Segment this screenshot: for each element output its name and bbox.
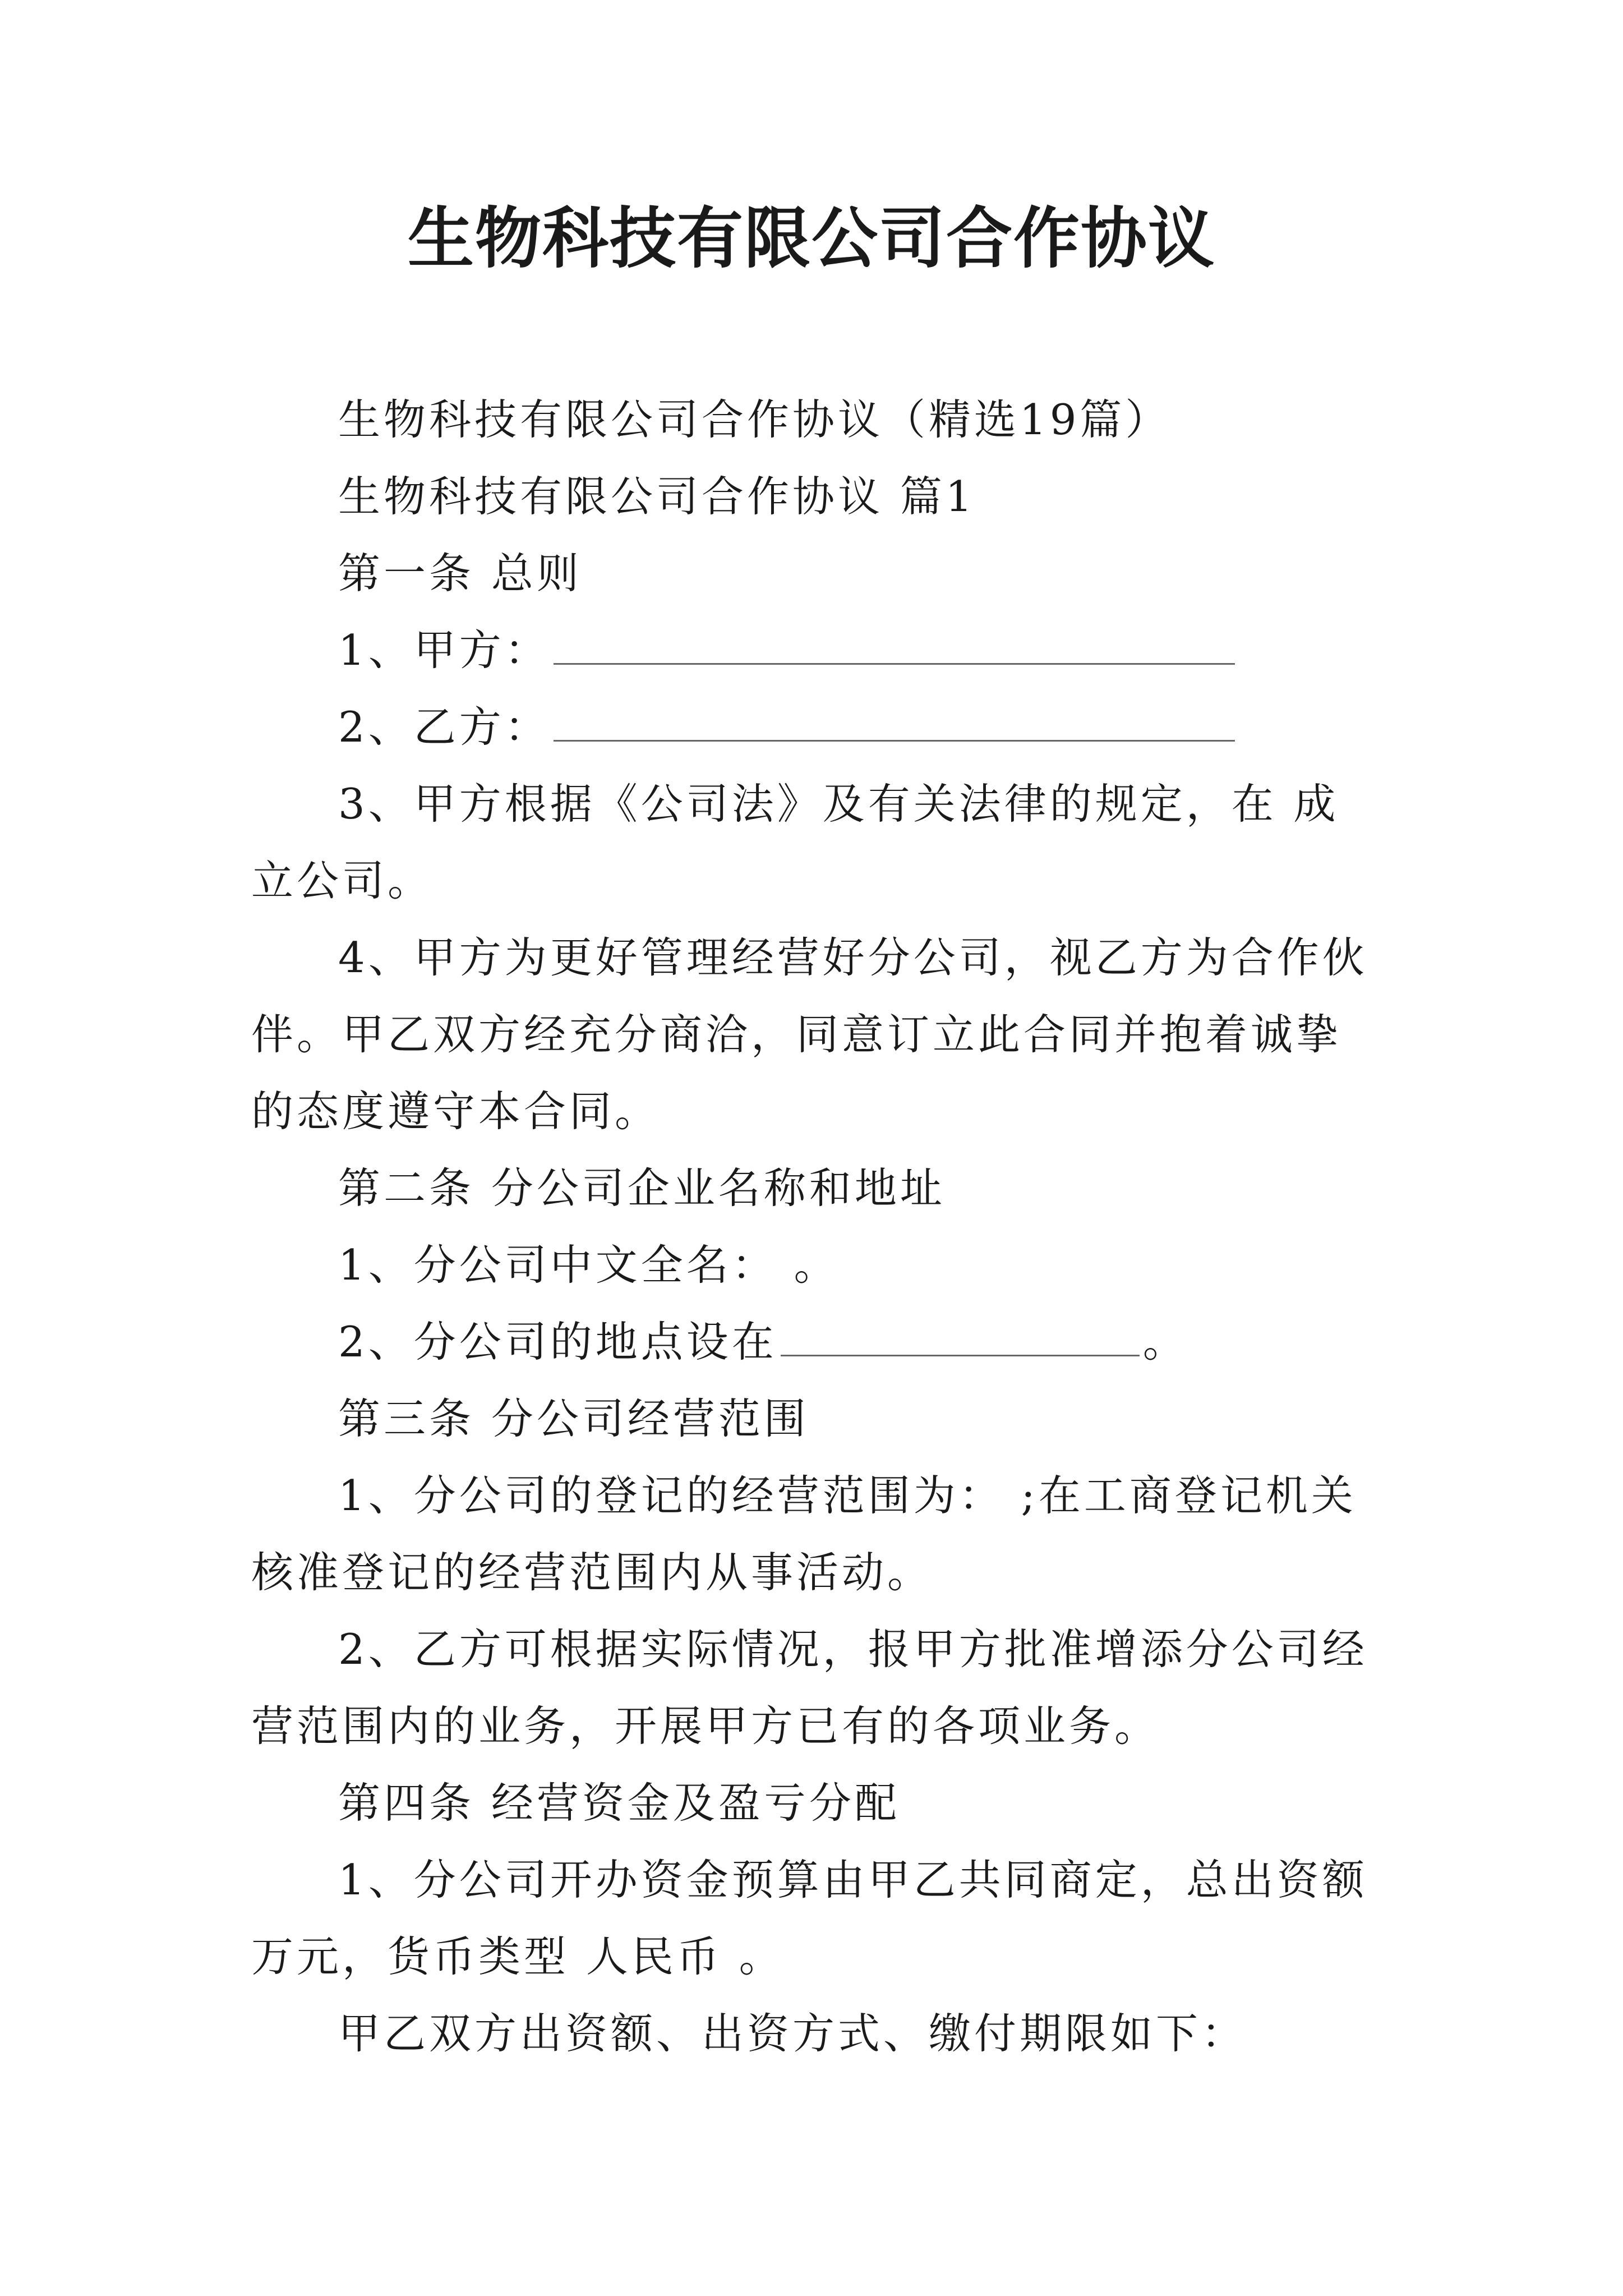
paragraph-section-title: 生物科技有限公司合作协议 篇1 bbox=[338, 472, 976, 521]
article-1-item-3: 3、甲方根据《公司法》及有关法律的规定，在 成立公司。 bbox=[251, 779, 1339, 905]
article-2-heading: 第二条 分公司企业名称和地址 bbox=[338, 1163, 946, 1213]
party-a-blank bbox=[554, 624, 1235, 665]
branch-location-label: 2、分公司的地点设在 bbox=[338, 1317, 777, 1366]
article-4-heading: 第四条 经营资金及盈亏分配 bbox=[338, 1778, 900, 1828]
party-a-line bbox=[251, 612, 1378, 689]
article-3-item-1: 1、分公司的登记的经营范围为： ;在工商登记机关核准登记的经营范围内从事活动。 bbox=[251, 1471, 1357, 1597]
branch-location-blank bbox=[781, 1315, 1140, 1356]
article-2-item-2 bbox=[251, 1304, 1378, 1381]
article-3-item-2: 2、乙方可根据实际情况，报甲方批准增添分公司经营范围内的业务，开展甲方已有的各项业务。 bbox=[251, 1625, 1368, 1751]
branch-location-end: 。 bbox=[1142, 1317, 1188, 1366]
article-1-heading: 第一条 总则 bbox=[338, 549, 582, 598]
article-2-item-1: 1、分公司中文全名： 。 bbox=[338, 1240, 840, 1290]
article-4-contribution-intro: 甲乙双方出资额、出资方式、缴付期限如下： bbox=[338, 2009, 1247, 2058]
party-b-line bbox=[251, 689, 1378, 766]
document-title: 生物科技有限公司合作协议 bbox=[407, 199, 1215, 277]
party-b-label: 2、乙方： bbox=[338, 702, 550, 752]
article-1-item-4: 4、甲方为更好管理经营好分公司，视乙方为合作伙伴。甲乙双方经充分商洽，同意订立此合同并抱着诚挚的态度遵守本合同。 bbox=[251, 933, 1368, 1136]
article-4-item-1: 1、分公司开办资金预算由甲乙共同商定，总出资额 万元，货币类型 人民币 。 bbox=[251, 1855, 1368, 1981]
article-3-heading: 第三条 分公司经营范围 bbox=[338, 1394, 809, 1443]
paragraph-heading-collection: 生物科技有限公司合作协议（精选19篇） bbox=[338, 395, 1171, 444]
party-a-label: 1、甲方： bbox=[338, 625, 550, 675]
document-body bbox=[251, 381, 1378, 2072]
party-b-blank bbox=[554, 701, 1235, 742]
